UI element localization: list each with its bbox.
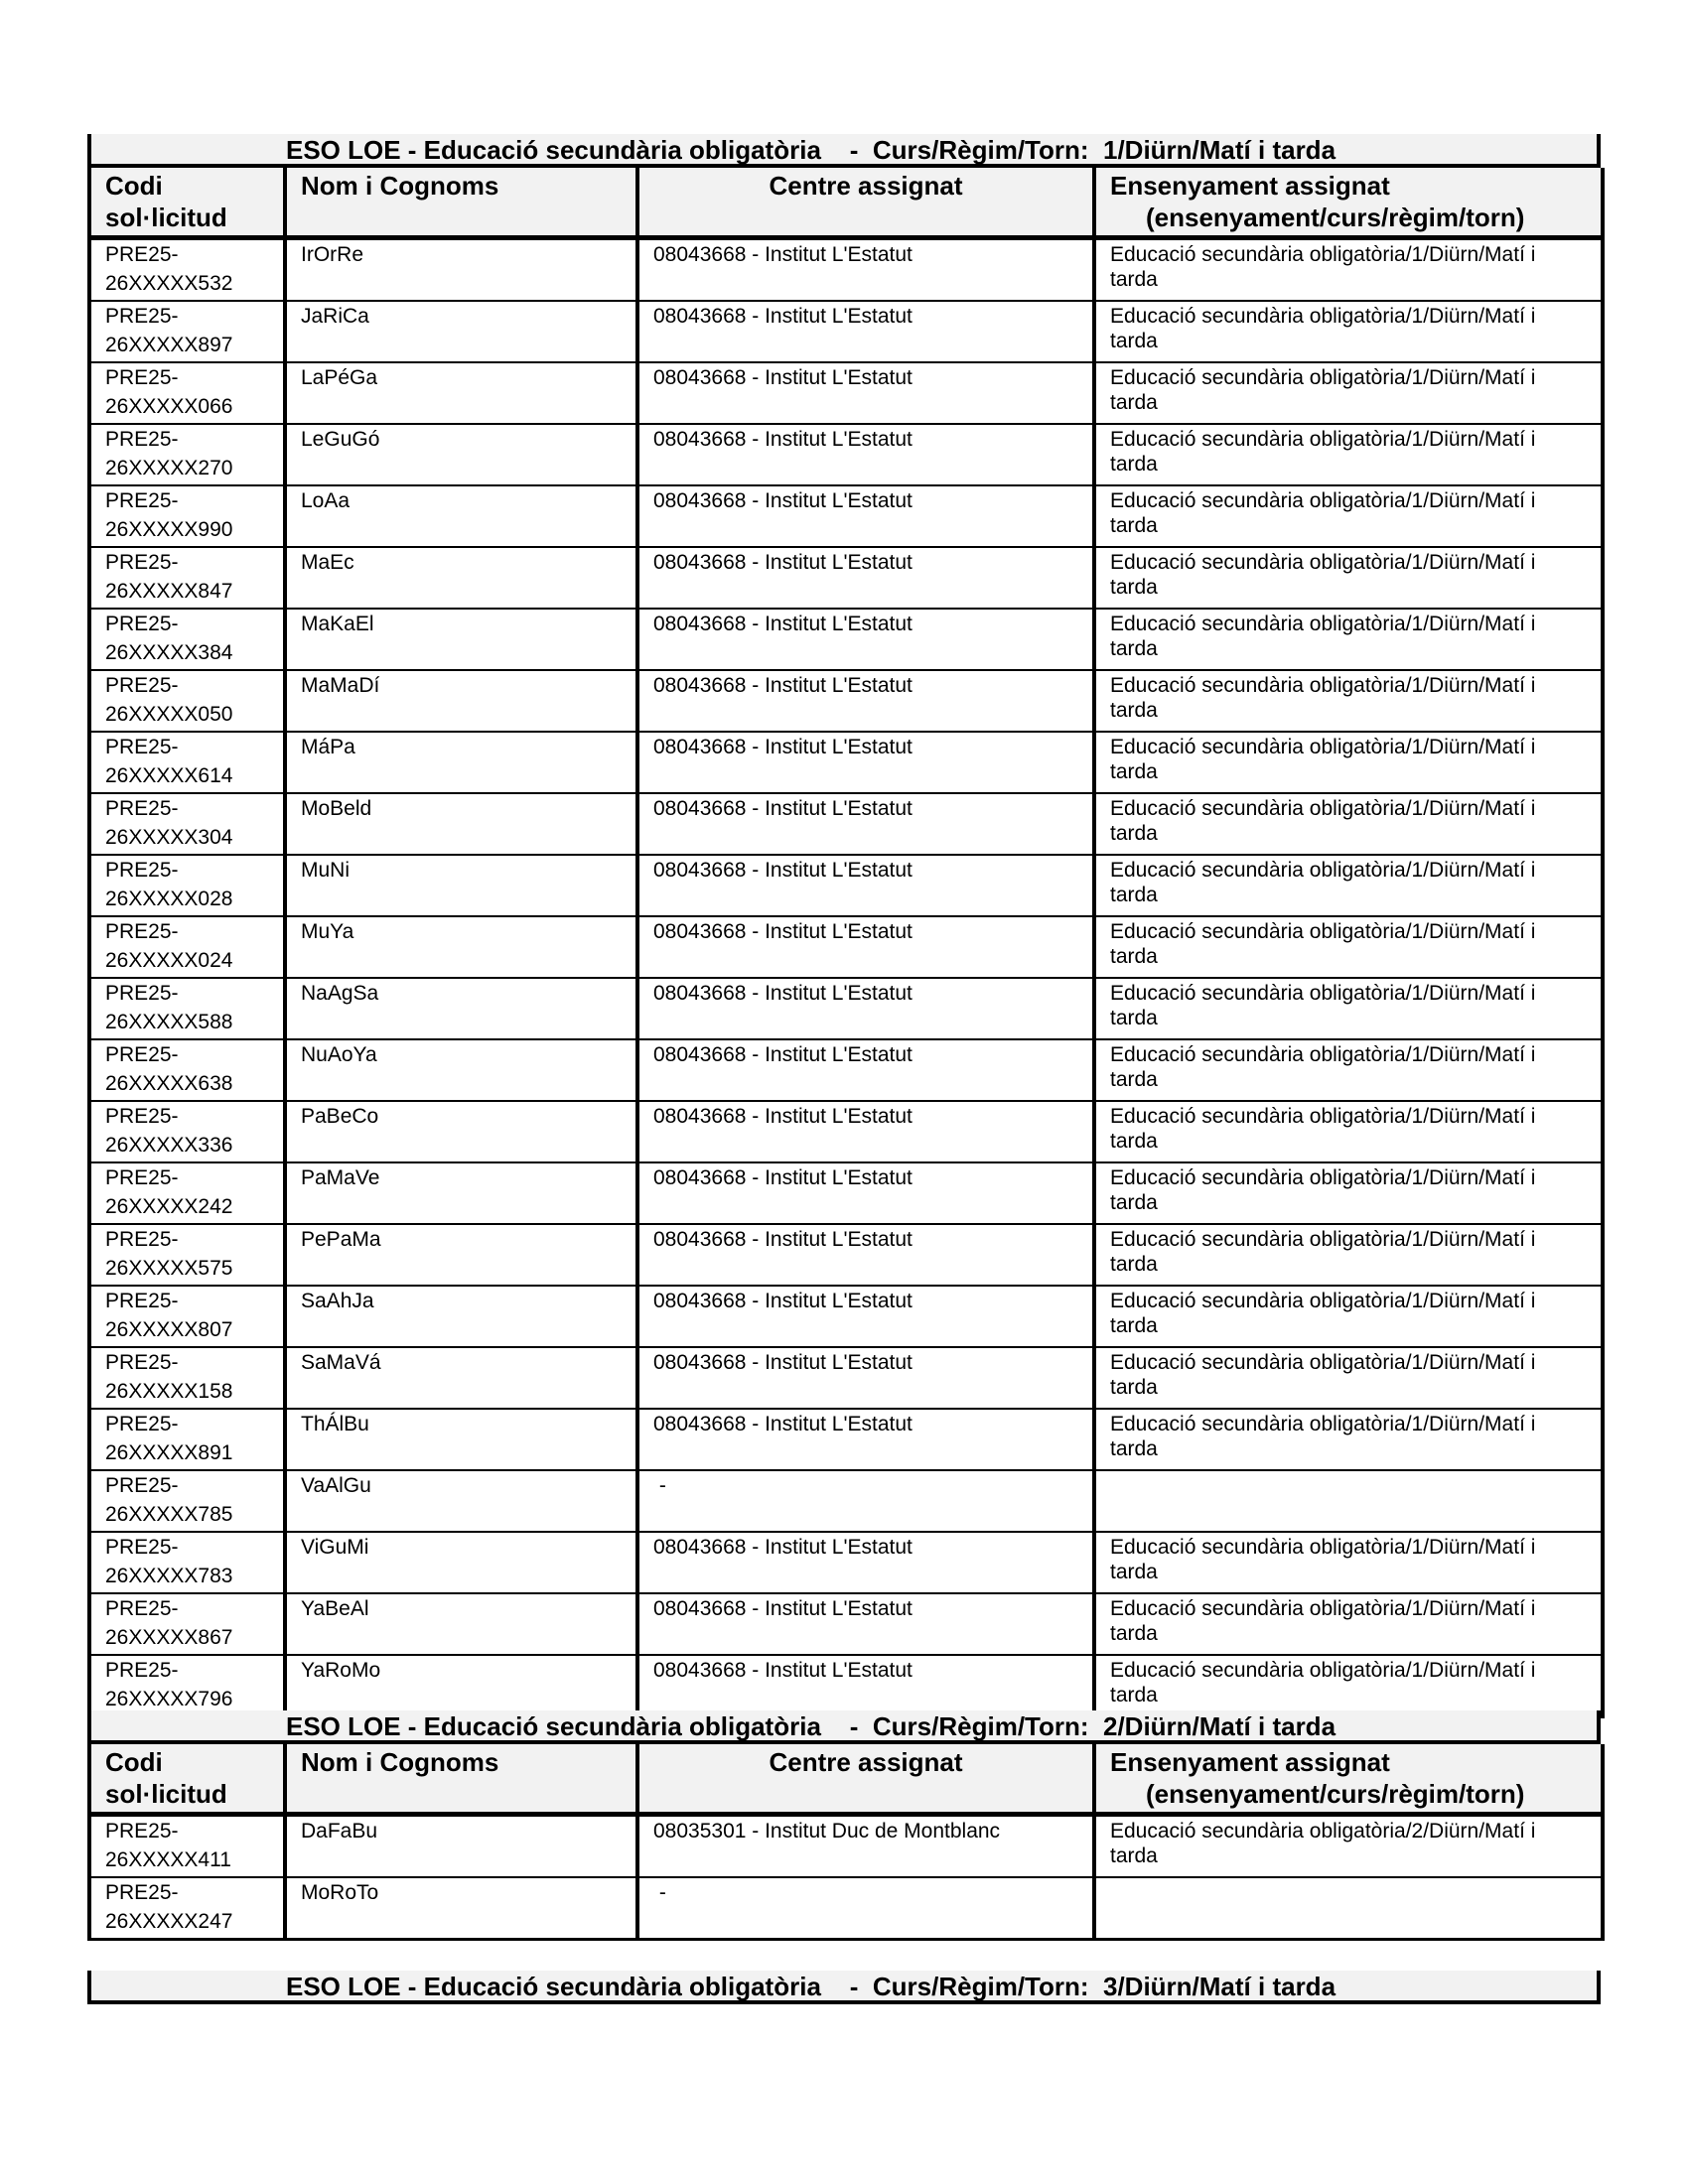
codi-part1: PRE25-	[105, 551, 179, 574]
codi-part2: 26XXXXX897	[105, 334, 233, 356]
cell-nom: MáPa	[285, 732, 637, 793]
codi-part2: 26XXXXX796	[105, 1688, 233, 1710]
table-row	[89, 1470, 1603, 1532]
header-centre: Centre assignat	[637, 1744, 1094, 1815]
cell-nom: LaPéGa	[285, 362, 637, 424]
cell-ensenyament: Educació secundària obligatòria/1/Diürn/Matí i tarda	[1094, 1409, 1603, 1470]
table-row	[89, 1039, 1603, 1101]
table-row	[89, 609, 1603, 670]
codi-part2: 26XXXXX384	[105, 641, 233, 664]
cell-centre: 08043668 - Institut L'Estatut	[637, 978, 1094, 1039]
cell-codi	[89, 301, 285, 362]
codi-part2: 26XXXXX050	[105, 703, 233, 726]
cell-codi	[89, 1877, 285, 1940]
cell-centre: 08043668 - Institut L'Estatut	[637, 1347, 1094, 1409]
cell-codi	[89, 1409, 285, 1470]
cell-codi	[89, 1593, 285, 1655]
codi-part1: PRE25-	[105, 1290, 179, 1312]
header-row	[89, 1744, 1603, 1815]
cell-codi	[89, 362, 285, 424]
cell-centre: 08043668 - Institut L'Estatut	[637, 1532, 1094, 1593]
table-row	[89, 1409, 1603, 1470]
cell-codi	[89, 670, 285, 732]
cell-ensenyament: Educació secundària obligatòria/1/Diürn/Matí i tarda	[1094, 609, 1603, 670]
header-ens-line2: (ensenyament/curs/règim/torn)	[1146, 203, 1525, 232]
cell-nom: NaAgSa	[285, 978, 637, 1039]
codi-part2: 26XXXXX807	[105, 1318, 233, 1341]
table-row	[89, 1224, 1603, 1286]
cell-centre: 08043668 - Institut L'Estatut	[637, 1224, 1094, 1286]
cell-ensenyament: Educació secundària obligatòria/1/Diürn/Matí i tarda	[1094, 1347, 1603, 1409]
cell-nom: PaMaVe	[285, 1162, 637, 1224]
table-row	[89, 670, 1603, 732]
cell-codi	[89, 547, 285, 609]
cell-nom: MuNi	[285, 855, 637, 916]
cell-centre: 08043668 - Institut L'Estatut	[637, 855, 1094, 916]
cell-centre: 08043668 - Institut L'Estatut	[637, 670, 1094, 732]
cell-ensenyament: Educació secundària obligatòria/2/Diürn/Matí i tarda	[1094, 1815, 1603, 1878]
cell-nom: YaRoMo	[285, 1655, 637, 1717]
codi-part1: PRE25-	[105, 920, 179, 943]
table-row	[89, 1532, 1603, 1593]
codi-part1: PRE25-	[105, 1043, 179, 1066]
codi-part1: PRE25-	[105, 305, 179, 328]
cell-codi	[89, 1224, 285, 1286]
cell-ensenyament: Educació secundària obligatòria/1/Diürn/Matí i tarda	[1094, 793, 1603, 855]
codi-part2: 26XXXXX411	[105, 1848, 231, 1871]
cell-codi	[89, 732, 285, 793]
cell-nom: YaBeAl	[285, 1593, 637, 1655]
codi-part1: PRE25-	[105, 736, 179, 758]
codi-part1: PRE25-	[105, 613, 179, 635]
table-row	[89, 485, 1603, 547]
codi-part1: PRE25-	[105, 859, 179, 882]
cell-nom: MaMaDí	[285, 670, 637, 732]
cell-centre: 08043668 - Institut L'Estatut	[637, 485, 1094, 547]
cell-codi	[89, 238, 285, 302]
codi-part2: 26XXXXX614	[105, 764, 233, 787]
cell-codi	[89, 485, 285, 547]
cell-centre: 08043668 - Institut L'Estatut	[637, 1286, 1094, 1347]
cell-centre: 08043668 - Institut L'Estatut	[637, 609, 1094, 670]
cell-nom: SaMaVá	[285, 1347, 637, 1409]
cell-codi	[89, 424, 285, 485]
cell-codi	[89, 609, 285, 670]
codi-part2: 26XXXXX783	[105, 1565, 233, 1587]
codi-part2: 26XXXXX785	[105, 1503, 233, 1526]
table-row	[89, 1877, 1603, 1940]
section-title: ESO LOE - Educació secundària obligatòria - Curs/Règim/Torn: 2/Diürn/Matí i tarda	[87, 1710, 1601, 1744]
cell-centre: 08043668 - Institut L'Estatut	[637, 916, 1094, 978]
cell-codi	[89, 1347, 285, 1409]
cell-ensenyament: Educació secundària obligatòria/1/Diürn/Matí i tarda	[1094, 1532, 1603, 1593]
codi-part2: 26XXXXX024	[105, 949, 233, 972]
table-row	[89, 1815, 1603, 1878]
codi-part2: 26XXXXX304	[105, 826, 233, 849]
header-codi	[89, 1744, 285, 1815]
section-curs-3	[87, 1971, 1601, 2004]
codi-part2: 26XXXXX867	[105, 1626, 233, 1649]
cell-ensenyament: Educació secundària obligatòria/1/Diürn/Matí i tarda	[1094, 1039, 1603, 1101]
table-row	[89, 238, 1603, 302]
header-codi-line2: sol·licitud	[105, 203, 227, 232]
header-ens-line1: Ensenyament assignat	[1110, 171, 1390, 201]
cell-codi	[89, 855, 285, 916]
cell-codi	[89, 793, 285, 855]
cell-nom: VaAlGu	[285, 1470, 637, 1532]
table-row	[89, 916, 1603, 978]
header-codi	[89, 168, 285, 238]
codi-part2: 26XXXXX270	[105, 457, 233, 479]
header-ensenyament	[1094, 168, 1603, 238]
cell-nom: PaBeCo	[285, 1101, 637, 1162]
codi-part1: PRE25-	[105, 428, 179, 451]
codi-part1: PRE25-	[105, 1597, 179, 1620]
codi-part2: 26XXXXX575	[105, 1257, 233, 1280]
cell-nom: MuYa	[285, 916, 637, 978]
cell-centre: -	[637, 1470, 1094, 1532]
cell-nom: ViGuMi	[285, 1532, 637, 1593]
table-row	[89, 1286, 1603, 1347]
cell-ensenyament: Educació secundària obligatòria/1/Diürn/Matí i tarda	[1094, 362, 1603, 424]
cell-codi	[89, 1162, 285, 1224]
codi-part1: PRE25-	[105, 1228, 179, 1251]
header-row	[89, 168, 1603, 238]
cell-centre: 08043668 - Institut L'Estatut	[637, 793, 1094, 855]
cell-ensenyament: Educació secundària obligatòria/1/Diürn/Matí i tarda	[1094, 978, 1603, 1039]
cell-codi	[89, 1039, 285, 1101]
header-codi-line1: Codi	[105, 1747, 163, 1777]
cell-ensenyament: Educació secundària obligatòria/1/Diürn/Matí i tarda	[1094, 732, 1603, 793]
header-nom: Nom i Cognoms	[285, 1744, 637, 1815]
codi-part1: PRE25-	[105, 1413, 179, 1435]
cell-codi	[89, 916, 285, 978]
cell-centre: 08043668 - Institut L'Estatut	[637, 547, 1094, 609]
codi-part1: PRE25-	[105, 674, 179, 697]
cell-nom: JaRiCa	[285, 301, 637, 362]
cell-centre: 08043668 - Institut L'Estatut	[637, 1162, 1094, 1224]
table-row	[89, 424, 1603, 485]
assignment-table	[87, 168, 1605, 1718]
table-row	[89, 1655, 1603, 1717]
codi-part2: 26XXXXX336	[105, 1134, 233, 1157]
codi-part1: PRE25-	[105, 1659, 179, 1682]
codi-part2: 26XXXXX588	[105, 1011, 233, 1033]
cell-codi	[89, 1655, 285, 1717]
cell-codi	[89, 1286, 285, 1347]
table-row	[89, 1162, 1603, 1224]
cell-ensenyament: Educació secundària obligatòria/1/Diürn/Matí i tarda	[1094, 238, 1603, 302]
section-curs-1	[87, 134, 1601, 1718]
cell-ensenyament: Educació secundària obligatòria/1/Diürn/Matí i tarda	[1094, 547, 1603, 609]
header-codi-line1: Codi	[105, 171, 163, 201]
cell-nom: MaKaEl	[285, 609, 637, 670]
codi-part2: 26XXXXX247	[105, 1910, 233, 1933]
codi-part1: PRE25-	[105, 797, 179, 820]
codi-part2: 26XXXXX066	[105, 395, 233, 418]
cell-ensenyament: Educació secundària obligatòria/1/Diürn/Matí i tarda	[1094, 1224, 1603, 1286]
cell-ensenyament: Educació secundària obligatòria/1/Diürn/Matí i tarda	[1094, 855, 1603, 916]
cell-nom: SaAhJa	[285, 1286, 637, 1347]
cell-nom: ThÁlBu	[285, 1409, 637, 1470]
cell-ensenyament	[1094, 1877, 1603, 1940]
codi-part2: 26XXXXX158	[105, 1380, 233, 1403]
cell-centre: -	[637, 1877, 1094, 1940]
codi-part1: PRE25-	[105, 243, 179, 266]
assignment-table	[87, 1744, 1605, 1941]
codi-part2: 26XXXXX028	[105, 887, 233, 910]
cell-ensenyament	[1094, 1470, 1603, 1532]
table-row	[89, 732, 1603, 793]
section-title: ESO LOE - Educació secundària obligatòria - Curs/Règim/Torn: 3/Diürn/Matí i tarda	[87, 1971, 1601, 2004]
codi-part1: PRE25-	[105, 1536, 179, 1559]
header-ens-line2: (ensenyament/curs/règim/torn)	[1146, 1779, 1525, 1809]
cell-ensenyament: Educació secundària obligatòria/1/Diürn/Matí i tarda	[1094, 1655, 1603, 1717]
table-row	[89, 1593, 1603, 1655]
cell-codi	[89, 1470, 285, 1532]
table-row	[89, 362, 1603, 424]
cell-centre: 08043668 - Institut L'Estatut	[637, 1655, 1094, 1717]
cell-ensenyament: Educació secundària obligatòria/1/Diürn/Matí i tarda	[1094, 301, 1603, 362]
codi-part1: PRE25-	[105, 982, 179, 1005]
header-codi-line2: sol·licitud	[105, 1779, 227, 1809]
table-row	[89, 547, 1603, 609]
cell-nom: LeGuGó	[285, 424, 637, 485]
table-row	[89, 1347, 1603, 1409]
cell-nom: MaEc	[285, 547, 637, 609]
cell-centre: 08043668 - Institut L'Estatut	[637, 732, 1094, 793]
codi-part1: PRE25-	[105, 489, 179, 512]
codi-part2: 26XXXXX532	[105, 272, 233, 295]
cell-ensenyament: Educació secundària obligatòria/1/Diürn/Matí i tarda	[1094, 1101, 1603, 1162]
cell-nom: PePaMa	[285, 1224, 637, 1286]
header-centre: Centre assignat	[637, 168, 1094, 238]
cell-centre: 08043668 - Institut L'Estatut	[637, 1409, 1094, 1470]
cell-centre: 08035301 - Institut Duc de Montblanc	[637, 1815, 1094, 1878]
cell-nom: IrOrRe	[285, 238, 637, 302]
cell-centre: 08043668 - Institut L'Estatut	[637, 362, 1094, 424]
header-ens-line1: Ensenyament assignat	[1110, 1747, 1390, 1777]
table-row	[89, 855, 1603, 916]
cell-ensenyament: Educació secundària obligatòria/1/Diürn/Matí i tarda	[1094, 1593, 1603, 1655]
cell-centre: 08043668 - Institut L'Estatut	[637, 1593, 1094, 1655]
codi-part2: 26XXXXX638	[105, 1072, 233, 1095]
cell-nom: NuAoYa	[285, 1039, 637, 1101]
codi-part1: PRE25-	[105, 1166, 179, 1189]
cell-codi	[89, 1532, 285, 1593]
codi-part1: PRE25-	[105, 1474, 179, 1497]
table-row	[89, 1101, 1603, 1162]
cell-ensenyament: Educació secundària obligatòria/1/Diürn/Matí i tarda	[1094, 670, 1603, 732]
cell-nom: DaFaBu	[285, 1815, 637, 1878]
codi-part1: PRE25-	[105, 366, 179, 389]
header-nom: Nom i Cognoms	[285, 168, 637, 238]
section-curs-2	[87, 1710, 1601, 1941]
cell-centre: 08043668 - Institut L'Estatut	[637, 424, 1094, 485]
cell-nom: MoRoTo	[285, 1877, 637, 1940]
codi-part2: 26XXXXX242	[105, 1195, 233, 1218]
table-row	[89, 301, 1603, 362]
cell-centre: 08043668 - Institut L'Estatut	[637, 1101, 1094, 1162]
table-row	[89, 978, 1603, 1039]
cell-ensenyament: Educació secundària obligatòria/1/Diürn/Matí i tarda	[1094, 916, 1603, 978]
header-ensenyament	[1094, 1744, 1603, 1815]
cell-ensenyament: Educació secundària obligatòria/1/Diürn/Matí i tarda	[1094, 1286, 1603, 1347]
codi-part1: PRE25-	[105, 1820, 179, 1843]
codi-part2: 26XXXXX990	[105, 518, 233, 541]
codi-part1: PRE25-	[105, 1105, 179, 1128]
cell-codi	[89, 1101, 285, 1162]
cell-ensenyament: Educació secundària obligatòria/1/Diürn/Matí i tarda	[1094, 485, 1603, 547]
table-row	[89, 793, 1603, 855]
codi-part2: 26XXXXX891	[105, 1441, 233, 1464]
cell-centre: 08043668 - Institut L'Estatut	[637, 1039, 1094, 1101]
cell-codi	[89, 978, 285, 1039]
section-title: ESO LOE - Educació secundària obligatòria - Curs/Règim/Torn: 1/Diürn/Matí i tarda	[87, 134, 1601, 168]
cell-centre: 08043668 - Institut L'Estatut	[637, 301, 1094, 362]
cell-nom: LoAa	[285, 485, 637, 547]
cell-codi	[89, 1815, 285, 1878]
codi-part1: PRE25-	[105, 1351, 179, 1374]
cell-nom: MoBeld	[285, 793, 637, 855]
cell-centre: 08043668 - Institut L'Estatut	[637, 238, 1094, 302]
codi-part1: PRE25-	[105, 1881, 179, 1904]
cell-ensenyament: Educació secundària obligatòria/1/Diürn/Matí i tarda	[1094, 424, 1603, 485]
codi-part2: 26XXXXX847	[105, 580, 233, 603]
cell-ensenyament: Educació secundària obligatòria/1/Diürn/Matí i tarda	[1094, 1162, 1603, 1224]
